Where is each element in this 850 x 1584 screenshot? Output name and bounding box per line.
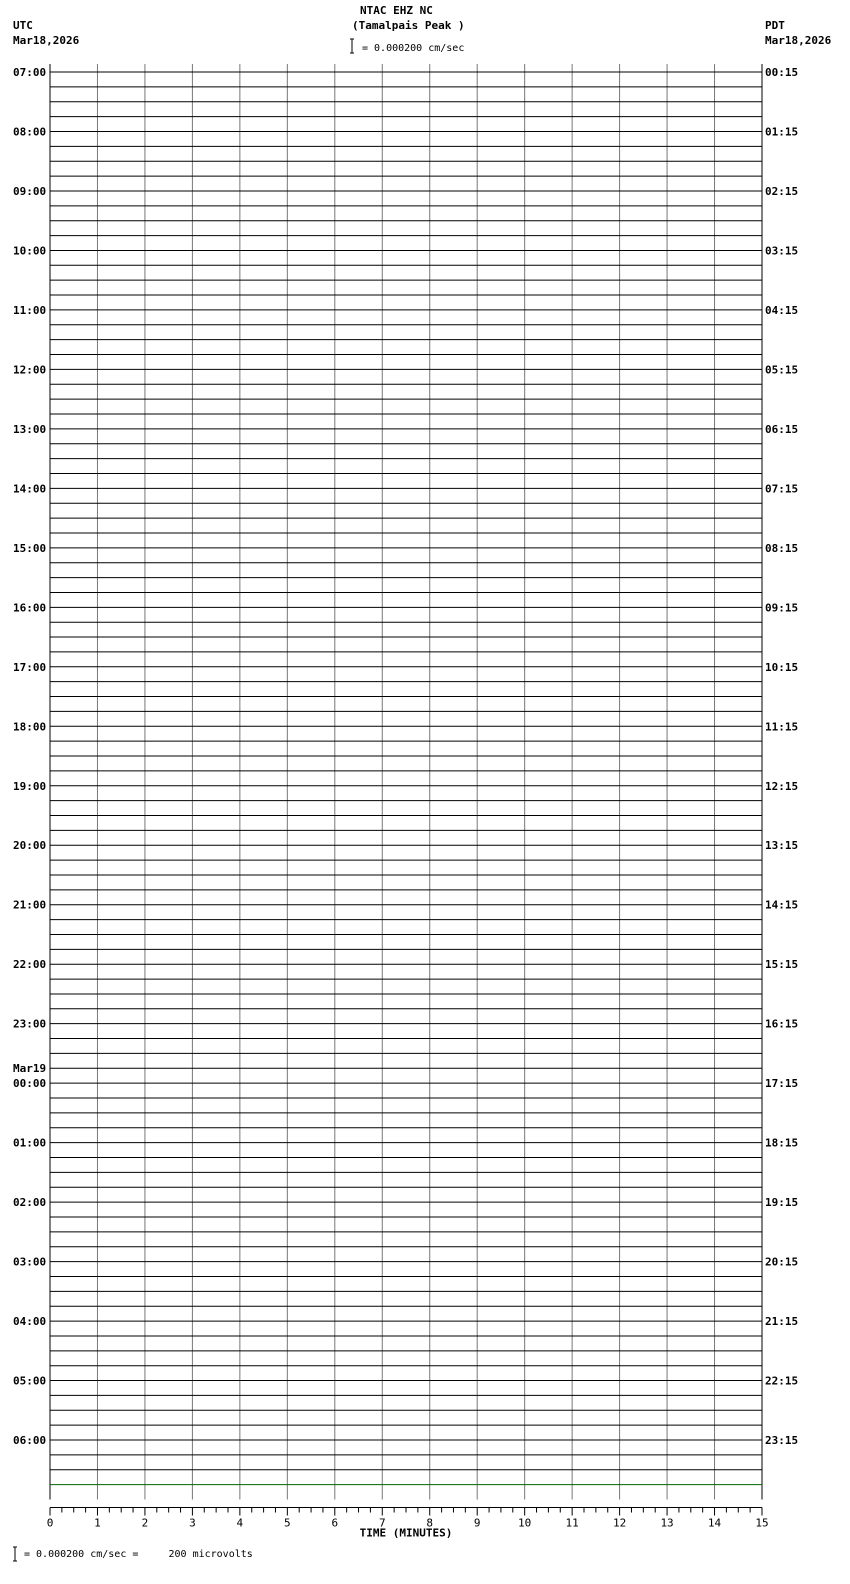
x-tick-label: 7 — [378, 1516, 386, 1530]
pdt-date-label: Mar18,2026 — [765, 34, 832, 47]
station-title: NTAC EHZ NC — [360, 4, 433, 17]
utc-hour-label: 11:00 — [13, 303, 47, 317]
pdt-hour-label: 16:15 — [765, 1017, 799, 1031]
x-tick-label: 10 — [518, 1516, 532, 1530]
utc-hour-label: 21:00 — [13, 898, 47, 912]
footer-scale-note: = 0.000200 cm/sec = 200 microvolts — [24, 1549, 253, 1560]
utc-hour-label: 04:00 — [13, 1315, 47, 1329]
utc-hour-label: 23:00 — [13, 1017, 47, 1031]
x-tick-label: 5 — [284, 1516, 291, 1530]
x-tick-label: 0 — [46, 1516, 54, 1530]
pdt-hour-label: 08:15 — [765, 541, 799, 555]
utc-hour-label: 14:00 — [13, 482, 47, 496]
pdt-hour-label: 15:15 — [765, 958, 799, 972]
pdt-hour-label: 10:15 — [765, 660, 799, 674]
utc-hour-label: 15:00 — [13, 541, 47, 555]
utc-hour-label: 10:00 — [13, 244, 47, 258]
x-tick-label: 8 — [426, 1516, 434, 1530]
x-tick-label: 6 — [331, 1516, 339, 1530]
x-tick-label: 2 — [141, 1516, 149, 1530]
utc-hour-label: 13:00 — [13, 422, 47, 436]
pdt-hour-label: 05:15 — [765, 363, 799, 377]
utc-date-label: Mar18,2026 — [13, 34, 80, 47]
pdt-hour-label: 04:15 — [765, 303, 799, 317]
pdt-hour-label: 03:15 — [765, 244, 799, 258]
utc-hour-label: 06:00 — [13, 1434, 47, 1448]
utc-hour-label: 01:00 — [13, 1136, 47, 1150]
utc-hour-label: 08:00 — [13, 125, 47, 139]
pdt-hour-label: 22:15 — [765, 1374, 799, 1388]
pdt-hour-label: 18:15 — [765, 1136, 799, 1150]
pdt-hour-label: 12:15 — [765, 779, 799, 793]
pdt-hour-label: 13:15 — [765, 839, 799, 853]
trace-lines — [50, 72, 762, 1485]
utc-hour-label: 16:00 — [13, 601, 47, 615]
utc-hour-label: 19:00 — [13, 779, 47, 793]
pdt-hour-label: 17:15 — [765, 1077, 799, 1091]
pdt-hour-label: 06:15 — [765, 422, 799, 436]
station-location: (Tamalpais Peak ) — [352, 19, 465, 32]
x-tick-label: 12 — [612, 1516, 627, 1530]
x-axis-title: TIME (MINUTES) — [359, 1526, 453, 1540]
pdt-hour-label: 01:15 — [765, 125, 799, 139]
pdt-hour-label: 20:15 — [765, 1255, 799, 1269]
pdt-hour-label: 09:15 — [765, 601, 799, 615]
utc-hour-label: 18:00 — [13, 720, 47, 734]
utc-hour-label: 09:00 — [13, 184, 47, 198]
pdt-hour-label: 00:15 — [765, 66, 799, 79]
utc-hour-label: 02:00 — [13, 1196, 47, 1210]
plot-grid — [50, 64, 762, 1516]
pdt-hour-label: 02:15 — [765, 184, 799, 198]
utc-hour-label: 03:00 — [13, 1255, 47, 1269]
x-tick-label: 14 — [707, 1516, 722, 1530]
utc-hour-label: 20:00 — [13, 839, 47, 853]
x-tick-label: 9 — [473, 1516, 481, 1530]
utc-zone-label: UTC — [13, 19, 33, 32]
utc-hour-label: 07:00 — [13, 66, 47, 79]
utc-hour-label: 12:00 — [13, 363, 47, 377]
x-tick-label: 15 — [755, 1516, 769, 1530]
scale-label: = 0.000200 cm/sec — [362, 43, 465, 54]
x-tick-label: 3 — [189, 1516, 196, 1530]
date-change-label: Mar19 — [13, 1062, 47, 1076]
x-tick-label: 11 — [565, 1516, 579, 1530]
pdt-hour-label: 19:15 — [765, 1196, 799, 1210]
pdt-hour-label: 11:15 — [765, 720, 799, 734]
x-tick-label: 1 — [94, 1516, 101, 1530]
pdt-hour-label: 07:15 — [765, 482, 799, 496]
utc-hour-label: 22:00 — [13, 958, 47, 972]
pdt-zone-label: PDT — [765, 19, 785, 32]
utc-hour-label: 00:00 — [13, 1077, 47, 1091]
pdt-hour-label: 14:15 — [765, 898, 799, 912]
axis-labels — [13, 66, 798, 1540]
pdt-hour-label: 21:15 — [765, 1315, 799, 1329]
utc-hour-label: 05:00 — [13, 1374, 47, 1388]
x-tick-label: 4 — [236, 1516, 244, 1530]
utc-hour-label: 17:00 — [13, 660, 47, 674]
x-tick-label: 13 — [660, 1516, 674, 1530]
pdt-hour-label: 23:15 — [765, 1434, 799, 1448]
